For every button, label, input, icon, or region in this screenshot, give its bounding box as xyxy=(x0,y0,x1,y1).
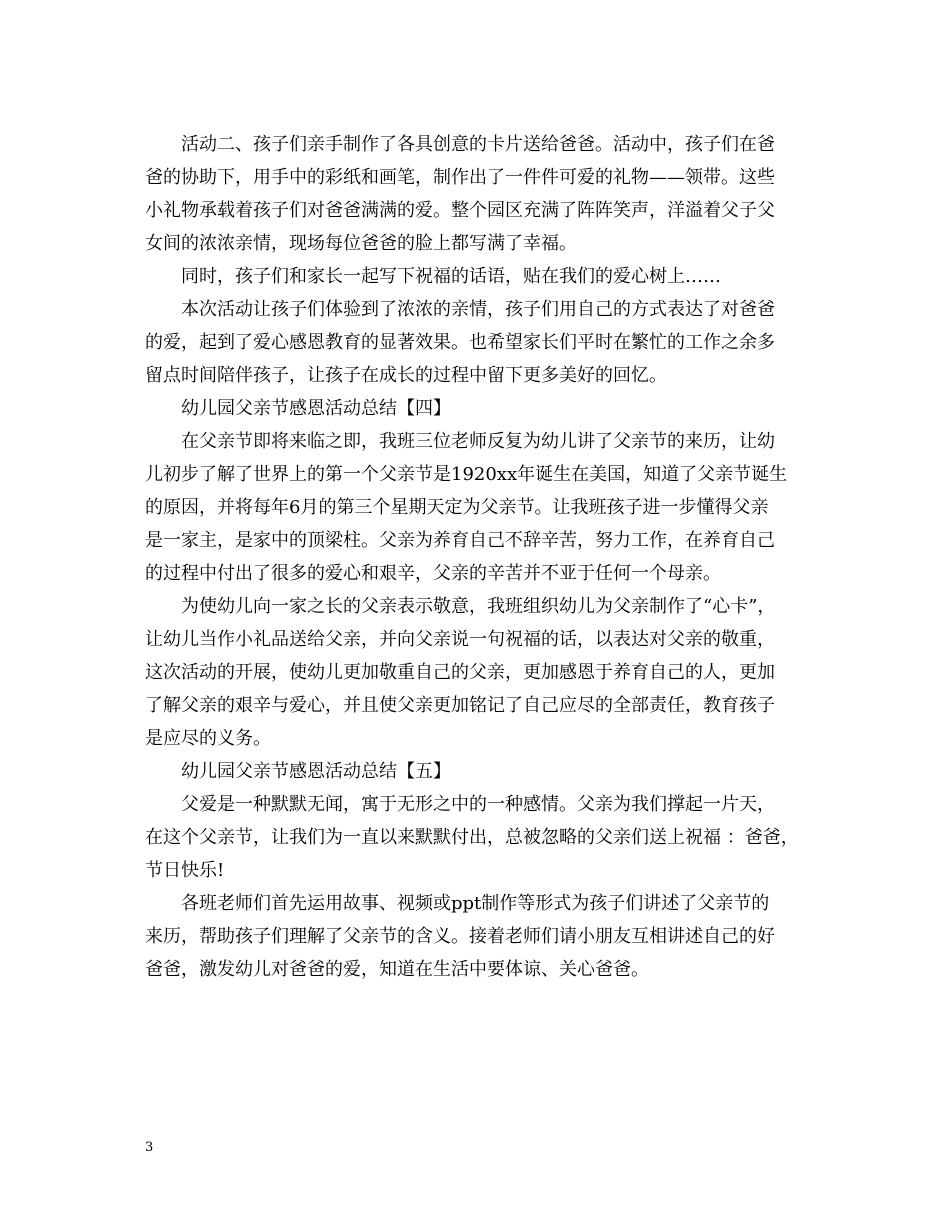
section-heading-four xyxy=(145,392,815,425)
text-line: 本次活动让孩子们体验到了浓浓的亲情，孩子们用自己的方式表达了对爸爸 xyxy=(181,299,775,320)
paragraph-teachers-activity xyxy=(145,887,815,986)
section-heading-text: 幼儿园父亲节感恩活动总结【四】 xyxy=(181,398,451,419)
text-line: 同时，孩子们和家长一起写下祝福的话语，贴在我们的爱心树上…… xyxy=(181,266,721,287)
text-line: 了解父亲的艰辛与爱心，并且使父亲更加铭记了自己应尽的全部责任，教育孩子 xyxy=(145,695,775,716)
paragraph-fathers-day-history xyxy=(145,425,815,590)
paragraph-activity-two xyxy=(145,128,815,260)
text-line: 女间的浓浓亲情，现场每位爸爸的脸上都写满了幸福。 xyxy=(145,233,577,254)
text-line: 在这个父亲节，让我们为一直以来默默付出，总被忽略的父亲们送上祝福 ：爸爸， xyxy=(145,827,799,848)
text-line: 为使幼儿向一家之长的父亲表示敬意，我班组织幼儿为父亲制作了“心卡”， xyxy=(181,596,776,617)
text-line: 这次活动的开展，使幼儿更加敬重自己的父亲，更加感恩于养育自己的人，更加 xyxy=(145,662,775,683)
text-line: 节日快乐! xyxy=(145,860,225,881)
text-line: 爸爸，激发幼儿对爸爸的爱，知道在生活中要体谅、关心爸爸。 xyxy=(145,959,649,980)
text-line: 的原因，并将每年6月的第三个星期天定为父亲节。让我班孩子进一步懂得父亲 xyxy=(145,497,769,518)
text-line: 在父亲节即将来临之即，我班三位老师反复为幼儿讲了父亲节的来历，让幼 xyxy=(181,431,775,452)
text-line: 留点时间陪伴孩子，让孩子在成长的过程中留下更多美好的回忆。 xyxy=(145,365,667,386)
paragraph-fatherly-love xyxy=(145,788,815,887)
section-heading-five xyxy=(145,755,815,788)
text-line: 的过程中付出了很多的爱心和艰辛，父亲的辛苦并不亚于任何一个母亲。 xyxy=(145,563,721,584)
document-body xyxy=(145,128,815,986)
text-line: 父爱是一种默默无闻，寓于无形之中的一种感情。父亲为我们撑起一片天， xyxy=(181,794,775,815)
text-line: 活动二、孩子们亲手制作了各具创意的卡片送给爸爸。活动中，孩子们在爸 xyxy=(181,134,775,155)
section-heading-text: 幼儿园父亲节感恩活动总结【五】 xyxy=(181,761,451,782)
text-line: 爸的协助下，用手中的彩纸和画笔，制作出了一件件可爱的礼物——领带。这些 xyxy=(145,167,775,188)
text-line: 的爱，起到了爱心感恩教育的显著效果。也希望家长们平时在繁忙的工作之余多 xyxy=(145,332,775,353)
paragraph-activity-effect xyxy=(145,293,815,392)
text-line: 是应尽的义务。 xyxy=(145,728,271,749)
page-number: 3 xyxy=(145,1140,154,1155)
paragraph-wishes xyxy=(145,260,815,293)
text-line: 是一家主，是家中的顶梁柱。父亲为养育自己不辞辛苦，努力工作，在养育自己 xyxy=(145,530,775,551)
text-line: 让幼儿当作小礼品送给父亲，并向父亲说一句祝福的话，以表达对父亲的敬重， xyxy=(145,629,775,650)
paragraph-heart-card xyxy=(145,590,815,755)
text-line: 儿初步了解了世界上的第一个父亲节是1920xx年诞生在美国，知道了父亲节诞生 xyxy=(145,464,788,485)
text-line: 小礼物承载着孩子们对爸爸满满的爱。整个园区充满了阵阵笑声，洋溢着父子父 xyxy=(145,200,775,221)
text-line: 各班老师们首先运用故事、视频或ppt制作等形式为孩子们讲述了父亲节的 xyxy=(181,893,770,914)
text-line: 来历，帮助孩子们理解了父亲节的含义。接着老师们请小朋友互相讲述自己的好 xyxy=(145,926,775,947)
